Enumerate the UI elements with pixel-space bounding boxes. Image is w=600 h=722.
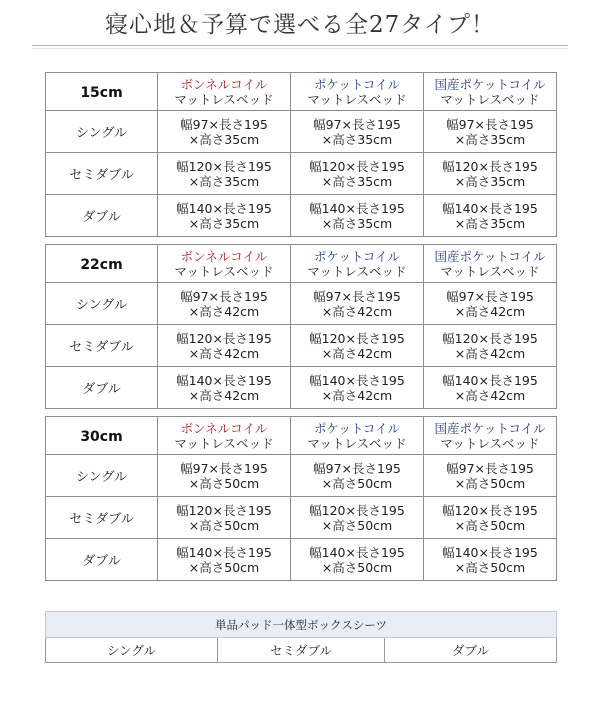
box-sheet-table	[45, 611, 557, 663]
dimension-cell: 幅97×長さ195 ×高さ42cm	[424, 283, 557, 325]
dimension-cell: 幅97×長さ195 ×高さ35cm	[158, 111, 291, 153]
dimension-cell: 幅140×長さ195 ×高さ42cm	[158, 367, 291, 409]
sheet-title: 単品パッド一体型ボックスシーツ	[46, 612, 557, 638]
coil-type-pocket: ポケットコイル マットレスベッド	[291, 245, 424, 283]
size-label: ダブル	[46, 539, 158, 581]
table-header-row	[46, 245, 557, 283]
thickness-label: 15cm	[46, 73, 158, 111]
size-label: ダブル	[46, 367, 158, 409]
size-label: シングル	[46, 455, 158, 497]
dimension-cell: 幅120×長さ195 ×高さ35cm	[424, 153, 557, 195]
dimension-cell: 幅97×長さ195 ×高さ50cm	[291, 455, 424, 497]
dimension-cell: 幅97×長さ195 ×高さ42cm	[158, 283, 291, 325]
table-row	[46, 325, 557, 367]
dimension-cell: 幅140×長さ195 ×高さ50cm	[158, 539, 291, 581]
coil-type-domestic-pocket: 国産ポケットコイル マットレスベッド	[424, 73, 557, 111]
size-label: シングル	[46, 111, 158, 153]
dimension-cell: 幅97×長さ195 ×高さ50cm	[158, 455, 291, 497]
thickness-label: 30cm	[46, 417, 158, 455]
dimension-cell: 幅140×長さ195 ×高さ42cm	[424, 367, 557, 409]
dimension-cell: 幅97×長さ195 ×高さ35cm	[424, 111, 557, 153]
dimension-cell: 幅140×長さ195 ×高さ50cm	[424, 539, 557, 581]
sheet-size-double: ダブル	[385, 638, 557, 663]
dimension-cell: 幅120×長さ195 ×高さ50cm	[158, 497, 291, 539]
dimension-cell: 幅120×長さ195 ×高さ35cm	[291, 153, 424, 195]
dimension-cell: 幅140×長さ195 ×高さ50cm	[291, 539, 424, 581]
sheet-size-semi-double: セミダブル	[218, 638, 385, 663]
table-header-row	[46, 73, 557, 111]
dimension-cell: 幅120×長さ195 ×高さ42cm	[291, 325, 424, 367]
title-divider-secondary	[32, 48, 568, 49]
coil-type-pocket: ポケットコイル マットレスベッド	[291, 73, 424, 111]
coil-type-domestic-pocket: 国産ポケットコイル マットレスベッド	[424, 245, 557, 283]
coil-type-bonnell: ボンネルコイル マットレスベッド	[158, 245, 291, 283]
spec-table-30cm	[45, 416, 557, 581]
dimension-cell: 幅120×長さ195 ×高さ50cm	[424, 497, 557, 539]
title-divider	[32, 45, 568, 46]
size-label: ダブル	[46, 195, 158, 237]
table-row	[46, 153, 557, 195]
coil-type-pocket: ポケットコイル マットレスベッド	[291, 417, 424, 455]
page-title: 寝心地＆予算で選べる全27タイプ！	[104, 12, 496, 38]
size-label: シングル	[46, 283, 158, 325]
table-row	[46, 497, 557, 539]
table-row	[46, 367, 557, 409]
coil-type-bonnell: ボンネルコイル マットレスベッド	[158, 73, 291, 111]
dimension-cell: 幅140×長さ195 ×高さ42cm	[291, 367, 424, 409]
thickness-label: 22cm	[46, 245, 158, 283]
dimension-cell: 幅120×長さ195 ×高さ42cm	[158, 325, 291, 367]
table-row	[46, 111, 557, 153]
dimension-cell: 幅140×長さ195 ×高さ35cm	[424, 195, 557, 237]
dimension-cell: 幅140×長さ195 ×高さ35cm	[291, 195, 424, 237]
dimension-cell: 幅97×長さ195 ×高さ42cm	[291, 283, 424, 325]
dimension-cell: 幅120×長さ195 ×高さ42cm	[424, 325, 557, 367]
sheet-size-row	[46, 638, 557, 663]
dimension-cell: 幅120×長さ195 ×高さ35cm	[158, 153, 291, 195]
dimension-cell: 幅140×長さ195 ×高さ35cm	[158, 195, 291, 237]
size-label: セミダブル	[46, 497, 158, 539]
dimension-cell: 幅120×長さ195 ×高さ50cm	[291, 497, 424, 539]
table-row	[46, 283, 557, 325]
size-label: セミダブル	[46, 325, 158, 367]
table-row	[46, 455, 557, 497]
size-label: セミダブル	[46, 153, 158, 195]
coil-type-domestic-pocket: 国産ポケットコイル マットレスベッド	[424, 417, 557, 455]
table-row	[46, 195, 557, 237]
dimension-cell: 幅97×長さ195 ×高さ50cm	[424, 455, 557, 497]
spec-table-15cm	[45, 72, 557, 237]
spec-table-22cm	[45, 244, 557, 409]
dimension-cell: 幅97×長さ195 ×高さ35cm	[291, 111, 424, 153]
sheet-title-row	[46, 612, 557, 638]
table-header-row	[46, 417, 557, 455]
table-row	[46, 539, 557, 581]
coil-type-bonnell: ボンネルコイル マットレスベッド	[158, 417, 291, 455]
sheet-size-single: シングル	[46, 638, 218, 663]
